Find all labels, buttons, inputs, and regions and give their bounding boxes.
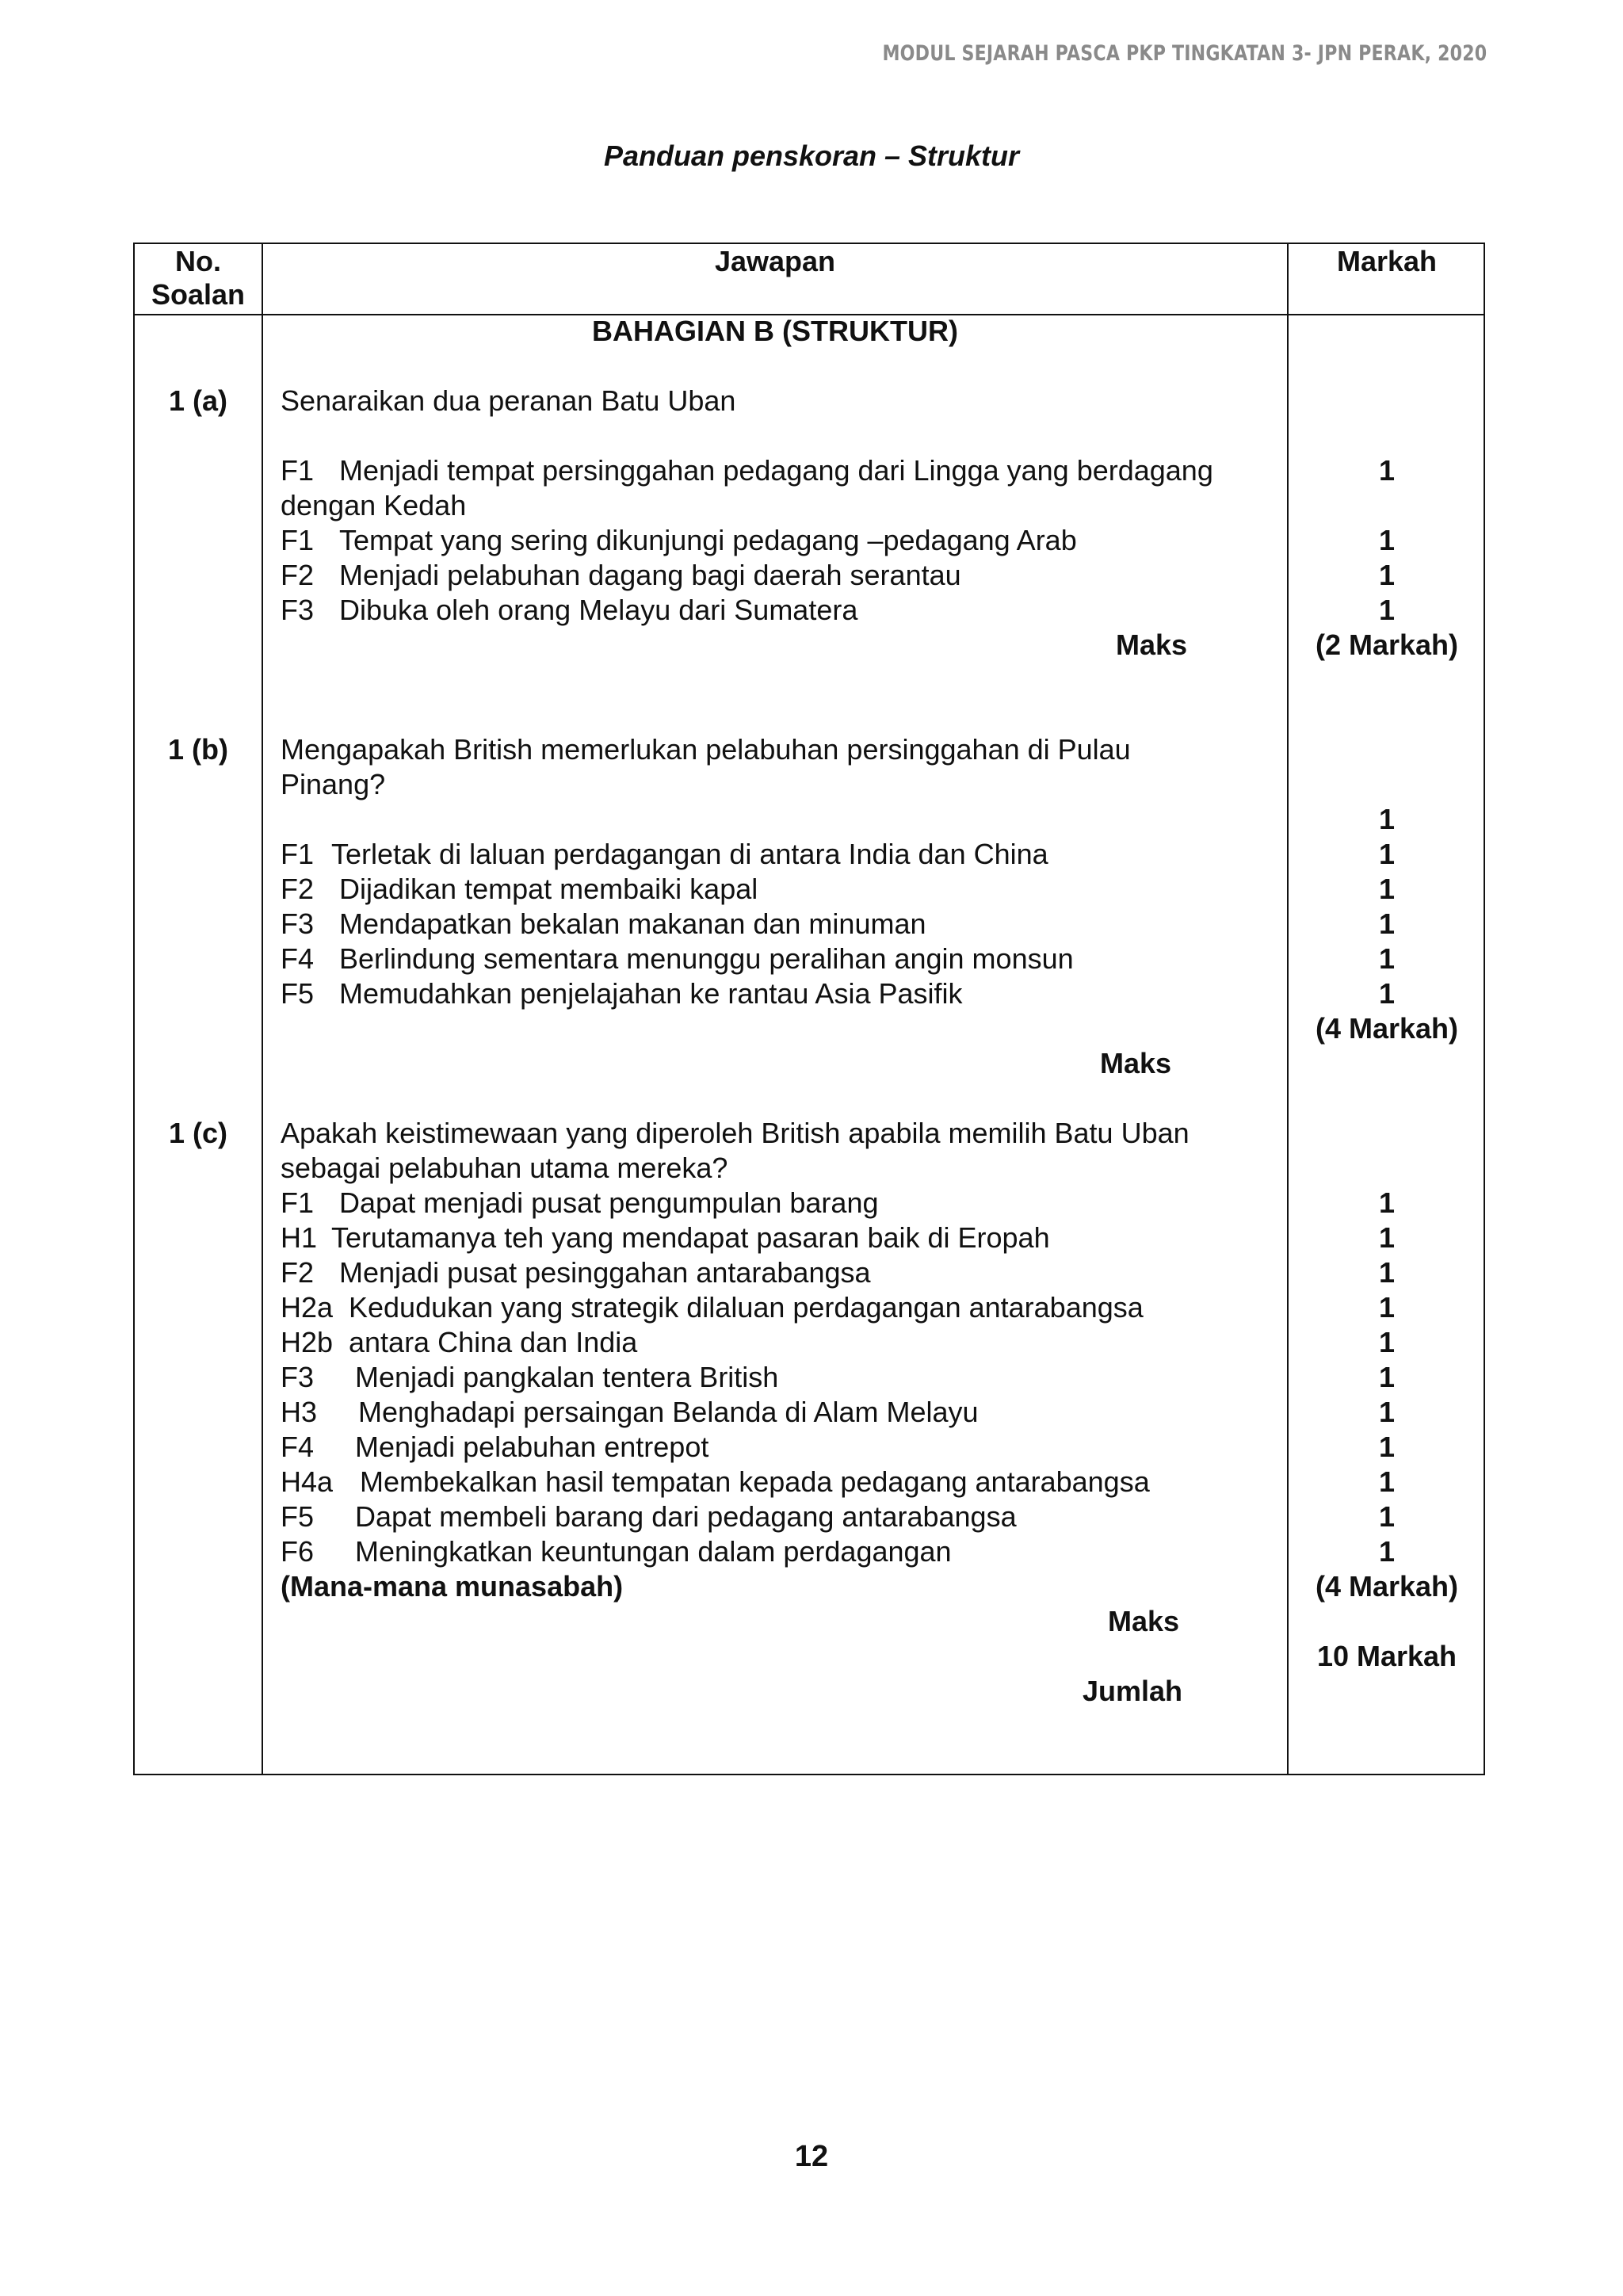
answer-mark: 1 bbox=[1378, 559, 1396, 591]
answer-text: Memudahkan penjelajahan ke rantau Asia Pasifik bbox=[339, 977, 963, 1010]
header-no-line1: No. bbox=[175, 245, 221, 277]
answer-mark: 1 bbox=[1378, 1535, 1396, 1568]
answer-mark: 1 bbox=[1378, 1291, 1396, 1324]
page-number: 12 bbox=[794, 2140, 829, 2173]
answer-mark: 1 bbox=[1378, 907, 1396, 940]
question-number-1b: 1 (b) bbox=[168, 733, 228, 766]
answer-text-continued: dengan Kedah bbox=[281, 489, 467, 521]
answer-mark: 1 bbox=[1378, 1396, 1396, 1428]
total-marks: 10 Markah bbox=[1316, 1640, 1457, 1672]
answer-code: F1 bbox=[281, 1186, 315, 1219]
answer-code: F4 bbox=[281, 1431, 315, 1463]
reasonable-answer-note: (Mana-mana munasabah) bbox=[281, 1570, 624, 1603]
document-title: Panduan penskoran – Struktur bbox=[603, 139, 1020, 172]
maks-label: Maks bbox=[1108, 1605, 1180, 1637]
answer-code: H2b bbox=[281, 1326, 334, 1358]
maks-label: Maks bbox=[1100, 1047, 1172, 1079]
answer-code: F3 bbox=[281, 594, 315, 626]
question-1c-line1: Apakah keistimewaan yang diperoleh British apabila memilih Batu Uban bbox=[281, 1117, 1190, 1149]
maks-value: (2 Markah) bbox=[1315, 628, 1459, 661]
answer-text: Membekalkan hasil tempatan kepada pedagang antarabangsa bbox=[360, 1465, 1150, 1498]
question-1b-line1: Mengapakah British memerlukan pelabuhan persinggahan di Pulau bbox=[281, 733, 1131, 766]
answer-code: F5 bbox=[281, 1500, 315, 1533]
answer-text: Berlindung sementara menunggu peralihan angin monsun bbox=[339, 942, 1074, 975]
answer-text: Tempat yang sering dikunjungi pedagang –pedagang Arab bbox=[339, 524, 1077, 556]
answer-code: H3 bbox=[281, 1396, 318, 1428]
answer-mark: 1 bbox=[1378, 838, 1396, 870]
answer-code: F6 bbox=[281, 1535, 315, 1568]
answer-code: F1 bbox=[281, 838, 315, 870]
answer-text: Dapat menjadi pusat pengumpulan barang bbox=[339, 1186, 879, 1219]
question-1b-line2: Pinang? bbox=[281, 768, 386, 800]
answer-text: Menjadi pelabuhan entrepot bbox=[355, 1431, 709, 1463]
marking-scheme-table bbox=[133, 243, 1485, 1775]
maks-value: (4 Markah) bbox=[1315, 1012, 1459, 1045]
answer-text: Terutamanya teh yang mendapat pasaran baik di Eropah bbox=[331, 1221, 1050, 1254]
column-divider bbox=[262, 244, 263, 1774]
answer-code: F3 bbox=[281, 907, 315, 940]
maks-label: Maks bbox=[1116, 628, 1188, 661]
answer-code: F2 bbox=[281, 873, 315, 905]
question-1a-text: Senaraikan dua peranan Batu Uban bbox=[281, 384, 736, 417]
answer-code: F2 bbox=[281, 1256, 315, 1289]
answer-text: Dapat membeli barang dari pedagang antarabangsa bbox=[355, 1500, 1017, 1533]
answer-mark: 1 bbox=[1378, 1465, 1396, 1498]
answer-mark: 1 bbox=[1378, 524, 1396, 556]
section-title: BAHAGIAN B (STRUKTUR) bbox=[592, 315, 958, 347]
running-header: MODUL SEJARAH PASCA PKP TINGKATAN 3- JPN PERAK, 2020 bbox=[882, 41, 1487, 66]
answer-text: Dijadikan tempat membaiki kapal bbox=[339, 873, 758, 905]
answer-text: Menjadi pangkalan tentera British bbox=[355, 1361, 779, 1393]
header-marks: Markah bbox=[1336, 245, 1438, 277]
maks-value: (4 Markah) bbox=[1315, 1570, 1459, 1603]
answer-mark: 1 bbox=[1378, 803, 1396, 835]
answer-code: H4a bbox=[281, 1465, 334, 1498]
answer-mark: 1 bbox=[1378, 454, 1396, 487]
answer-code: F1 bbox=[281, 454, 315, 487]
answer-mark: 1 bbox=[1378, 1361, 1396, 1393]
answer-mark: 1 bbox=[1378, 1221, 1396, 1254]
answer-mark: 1 bbox=[1378, 942, 1396, 975]
answer-mark: 1 bbox=[1378, 873, 1396, 905]
answer-mark: 1 bbox=[1378, 1500, 1396, 1533]
answer-code: F1 bbox=[281, 524, 315, 556]
answer-mark: 1 bbox=[1378, 1256, 1396, 1289]
answer-mark: 1 bbox=[1378, 1431, 1396, 1463]
answer-text: Menghadapi persaingan Belanda di Alam Melayu bbox=[358, 1396, 979, 1428]
answer-code: H1 bbox=[281, 1221, 318, 1254]
answer-code: F4 bbox=[281, 942, 315, 975]
answer-mark: 1 bbox=[1378, 1186, 1396, 1219]
answer-text: Kedudukan yang strategik dilaluan perdagangan antarabangsa bbox=[349, 1291, 1144, 1324]
answer-text: Menjadi pusat pesinggahan antarabangsa bbox=[339, 1256, 871, 1289]
answer-mark: 1 bbox=[1378, 594, 1396, 626]
answer-text: antara China dan India bbox=[349, 1326, 638, 1358]
question-number-1a: 1 (a) bbox=[168, 384, 228, 417]
header-no-line2: Soalan bbox=[151, 278, 246, 311]
answer-text: Mendapatkan bekalan makanan dan minuman bbox=[339, 907, 926, 940]
header-answer: Jawapan bbox=[714, 245, 836, 277]
answer-code: F5 bbox=[281, 977, 315, 1010]
answer-mark: 1 bbox=[1378, 1326, 1396, 1358]
answer-text: Meningkatkan keuntungan dalam perdagangan bbox=[355, 1535, 952, 1568]
question-1c-line2: sebagai pelabuhan utama mereka? bbox=[281, 1152, 728, 1184]
answer-code: H2a bbox=[281, 1291, 334, 1324]
answer-code: F3 bbox=[281, 1361, 315, 1393]
answer-mark: 1 bbox=[1378, 977, 1396, 1010]
answer-text: Dibuka oleh orang Melayu dari Sumatera bbox=[339, 594, 858, 626]
answer-code: F2 bbox=[281, 559, 315, 591]
question-number-1c: 1 (c) bbox=[168, 1117, 228, 1149]
answer-text: Terletak di laluan perdagangan di antara India dan China bbox=[331, 838, 1048, 870]
answer-text: Menjadi pelabuhan dagang bagi daerah serantau bbox=[339, 559, 961, 591]
total-label: Jumlah bbox=[1083, 1675, 1183, 1707]
answer-text: Menjadi tempat persinggahan pedagang dari Lingga yang berdagang bbox=[339, 454, 1213, 487]
